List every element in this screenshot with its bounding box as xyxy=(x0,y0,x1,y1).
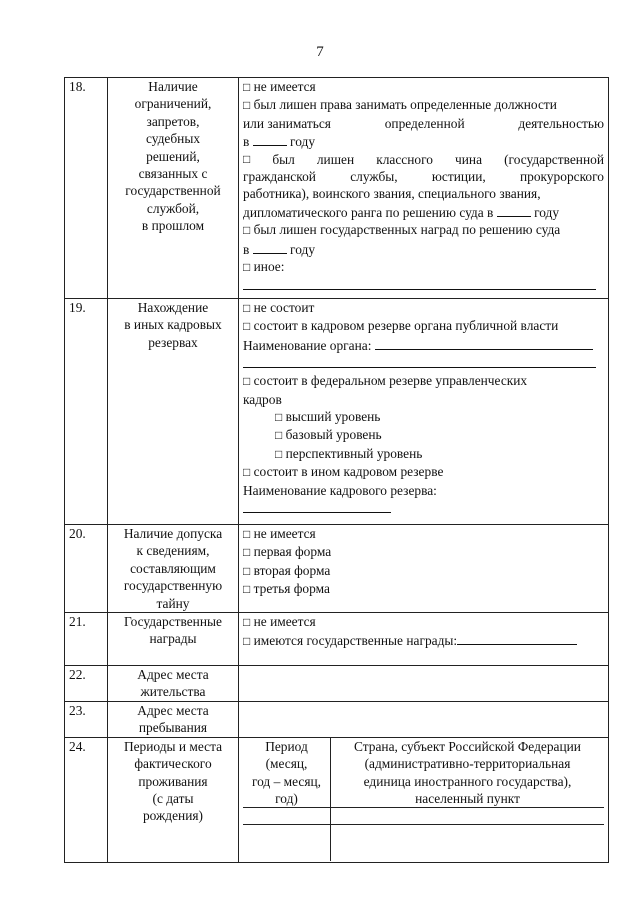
checkbox-icon[interactable]: □ xyxy=(243,301,251,315)
row-18 xyxy=(65,78,609,299)
awards-blank[interactable] xyxy=(457,631,577,645)
option-text-line: Наименование кадрового резерва: xyxy=(243,482,437,498)
checkbox-icon[interactable]: □ xyxy=(275,446,283,461)
row-19 xyxy=(65,299,609,525)
option-text-line: или заниматься определенной деятельностью xyxy=(243,115,604,131)
checkbox-icon[interactable]: □ xyxy=(243,374,251,389)
year-blank[interactable] xyxy=(253,132,287,146)
row-content xyxy=(239,78,609,299)
row-label: Наличие ограничений, запретов, судебных решений, связанных с государственной службой, в прошлом xyxy=(108,78,239,299)
option-checkbox[interactable]: □ не состоит xyxy=(243,300,315,315)
option-text-line: гражданской службы, юстиции, прокурорского xyxy=(243,169,604,185)
organ-name-line[interactable] xyxy=(243,354,596,368)
residence-history-row xyxy=(243,808,604,825)
checkbox-icon[interactable]: □ xyxy=(243,615,251,630)
row-number: 22. xyxy=(65,666,108,702)
checkbox-icon[interactable]: □ xyxy=(243,545,251,560)
option-checkbox[interactable]: □ первая форма xyxy=(243,544,332,560)
row-number: 21. xyxy=(65,613,108,666)
option-checkbox[interactable]: □ состоит в федеральном резерве управленческих xyxy=(243,373,528,389)
row-content xyxy=(239,299,609,525)
period-cell[interactable] xyxy=(243,825,331,861)
row-label: Государственные награды xyxy=(108,613,239,666)
checkbox-icon[interactable]: □ xyxy=(243,223,251,238)
row-22 xyxy=(65,666,609,702)
checkbox-icon[interactable]: □ xyxy=(275,410,283,425)
stay-address-field[interactable] xyxy=(239,702,609,738)
checkbox-icon[interactable]: □ xyxy=(243,319,251,334)
checkbox-icon[interactable]: □ xyxy=(243,260,251,275)
checkbox-icon[interactable]: □ xyxy=(243,465,251,480)
checkbox-icon[interactable]: □ xyxy=(243,582,251,597)
questionnaire-table xyxy=(64,77,609,863)
row-label: Адрес места жительства xyxy=(108,666,239,702)
option-checkbox[interactable]: □ третья форма xyxy=(243,581,330,597)
residence-address-field[interactable] xyxy=(239,666,609,702)
option-checkbox[interactable]: □ был лишен государственных наград по решению суда xyxy=(243,222,561,238)
row-label: Периоды и места фактического проживания (с даты рождения) xyxy=(108,737,239,862)
row-20 xyxy=(65,525,609,613)
reserve-name-line[interactable] xyxy=(243,499,391,513)
option-checkbox[interactable]: □ вторая форма xyxy=(243,562,331,578)
option-checkbox[interactable]: □ состоит в ином кадровом резерве xyxy=(243,464,444,480)
page-number: 7 xyxy=(316,44,324,60)
year-field: в году xyxy=(243,134,316,150)
option-checkbox[interactable]: □ был лишен классного чина (государственной xyxy=(243,151,604,167)
row-number: 24. xyxy=(65,737,108,862)
row-label: Адрес места пребывания xyxy=(108,702,239,738)
residence-history-row xyxy=(243,825,604,861)
level-checkbox[interactable]: □ высший уровень xyxy=(275,409,381,425)
option-checkbox[interactable]: □ не имеется xyxy=(243,526,316,541)
row-number: 20. xyxy=(65,525,108,613)
residence-history-header xyxy=(243,738,604,808)
place-column-header: Страна, субъект Российской Федерации (административно-территориальная единица иностранного государства), населенный пункт xyxy=(331,738,605,808)
place-cell[interactable] xyxy=(331,808,605,825)
row-23 xyxy=(65,702,609,738)
option-checkbox[interactable]: □ был лишен права занимать определенные должности xyxy=(243,97,557,113)
row-label: Нахождение в иных кадровых резервах xyxy=(108,299,239,525)
row-content xyxy=(239,613,609,666)
level-checkbox[interactable]: □ базовый уровень xyxy=(275,427,382,443)
row-number: 19. xyxy=(65,299,108,525)
row-label: Наличие допуска к сведениям, составляющим государственную тайну xyxy=(108,525,239,613)
option-checkbox[interactable]: □ не имеется xyxy=(243,614,316,630)
option-text-line: работника), воинского звания, специального звания, xyxy=(243,186,541,202)
checkbox-icon[interactable]: □ xyxy=(243,151,251,166)
year-field: в году xyxy=(243,241,316,257)
option-checkbox[interactable]: □ имеются государственные награды: xyxy=(243,631,604,650)
checkbox-icon[interactable]: □ xyxy=(243,634,251,649)
row-24 xyxy=(65,737,609,862)
checkbox-icon[interactable]: □ xyxy=(243,527,251,541)
year-blank[interactable] xyxy=(253,240,287,254)
option-text-line: кадров xyxy=(243,391,282,407)
period-column-header: Период (месяц, год – месяц, год) xyxy=(243,738,331,808)
option-checkbox[interactable]: □ состоит в кадровом резерве органа публичной власти xyxy=(243,318,559,334)
organ-name-blank[interactable] xyxy=(375,336,593,350)
residence-history-cell xyxy=(239,737,609,862)
row-content xyxy=(239,525,609,613)
place-cell[interactable] xyxy=(331,825,605,861)
level-checkbox[interactable]: □ перспективный уровень xyxy=(275,445,423,461)
checkbox-icon[interactable]: □ xyxy=(243,563,251,578)
row-number: 23. xyxy=(65,702,108,738)
checkbox-icon[interactable]: □ xyxy=(243,80,251,94)
organ-name-field: Наименование органа: xyxy=(243,336,604,354)
period-cell[interactable] xyxy=(243,808,331,825)
row-number: 18. xyxy=(65,78,108,299)
option-checkbox[interactable]: □ иное: xyxy=(243,259,285,275)
row-21 xyxy=(65,613,609,666)
year-blank[interactable] xyxy=(497,203,531,217)
residence-history-table xyxy=(243,738,604,861)
year-field: дипломатического ранга по решению суда в году xyxy=(243,204,560,220)
option-checkbox[interactable]: □ не имеется xyxy=(243,79,316,94)
checkbox-icon[interactable]: □ xyxy=(275,428,283,443)
checkbox-icon[interactable]: □ xyxy=(243,98,251,113)
other-input-line[interactable] xyxy=(243,276,596,290)
